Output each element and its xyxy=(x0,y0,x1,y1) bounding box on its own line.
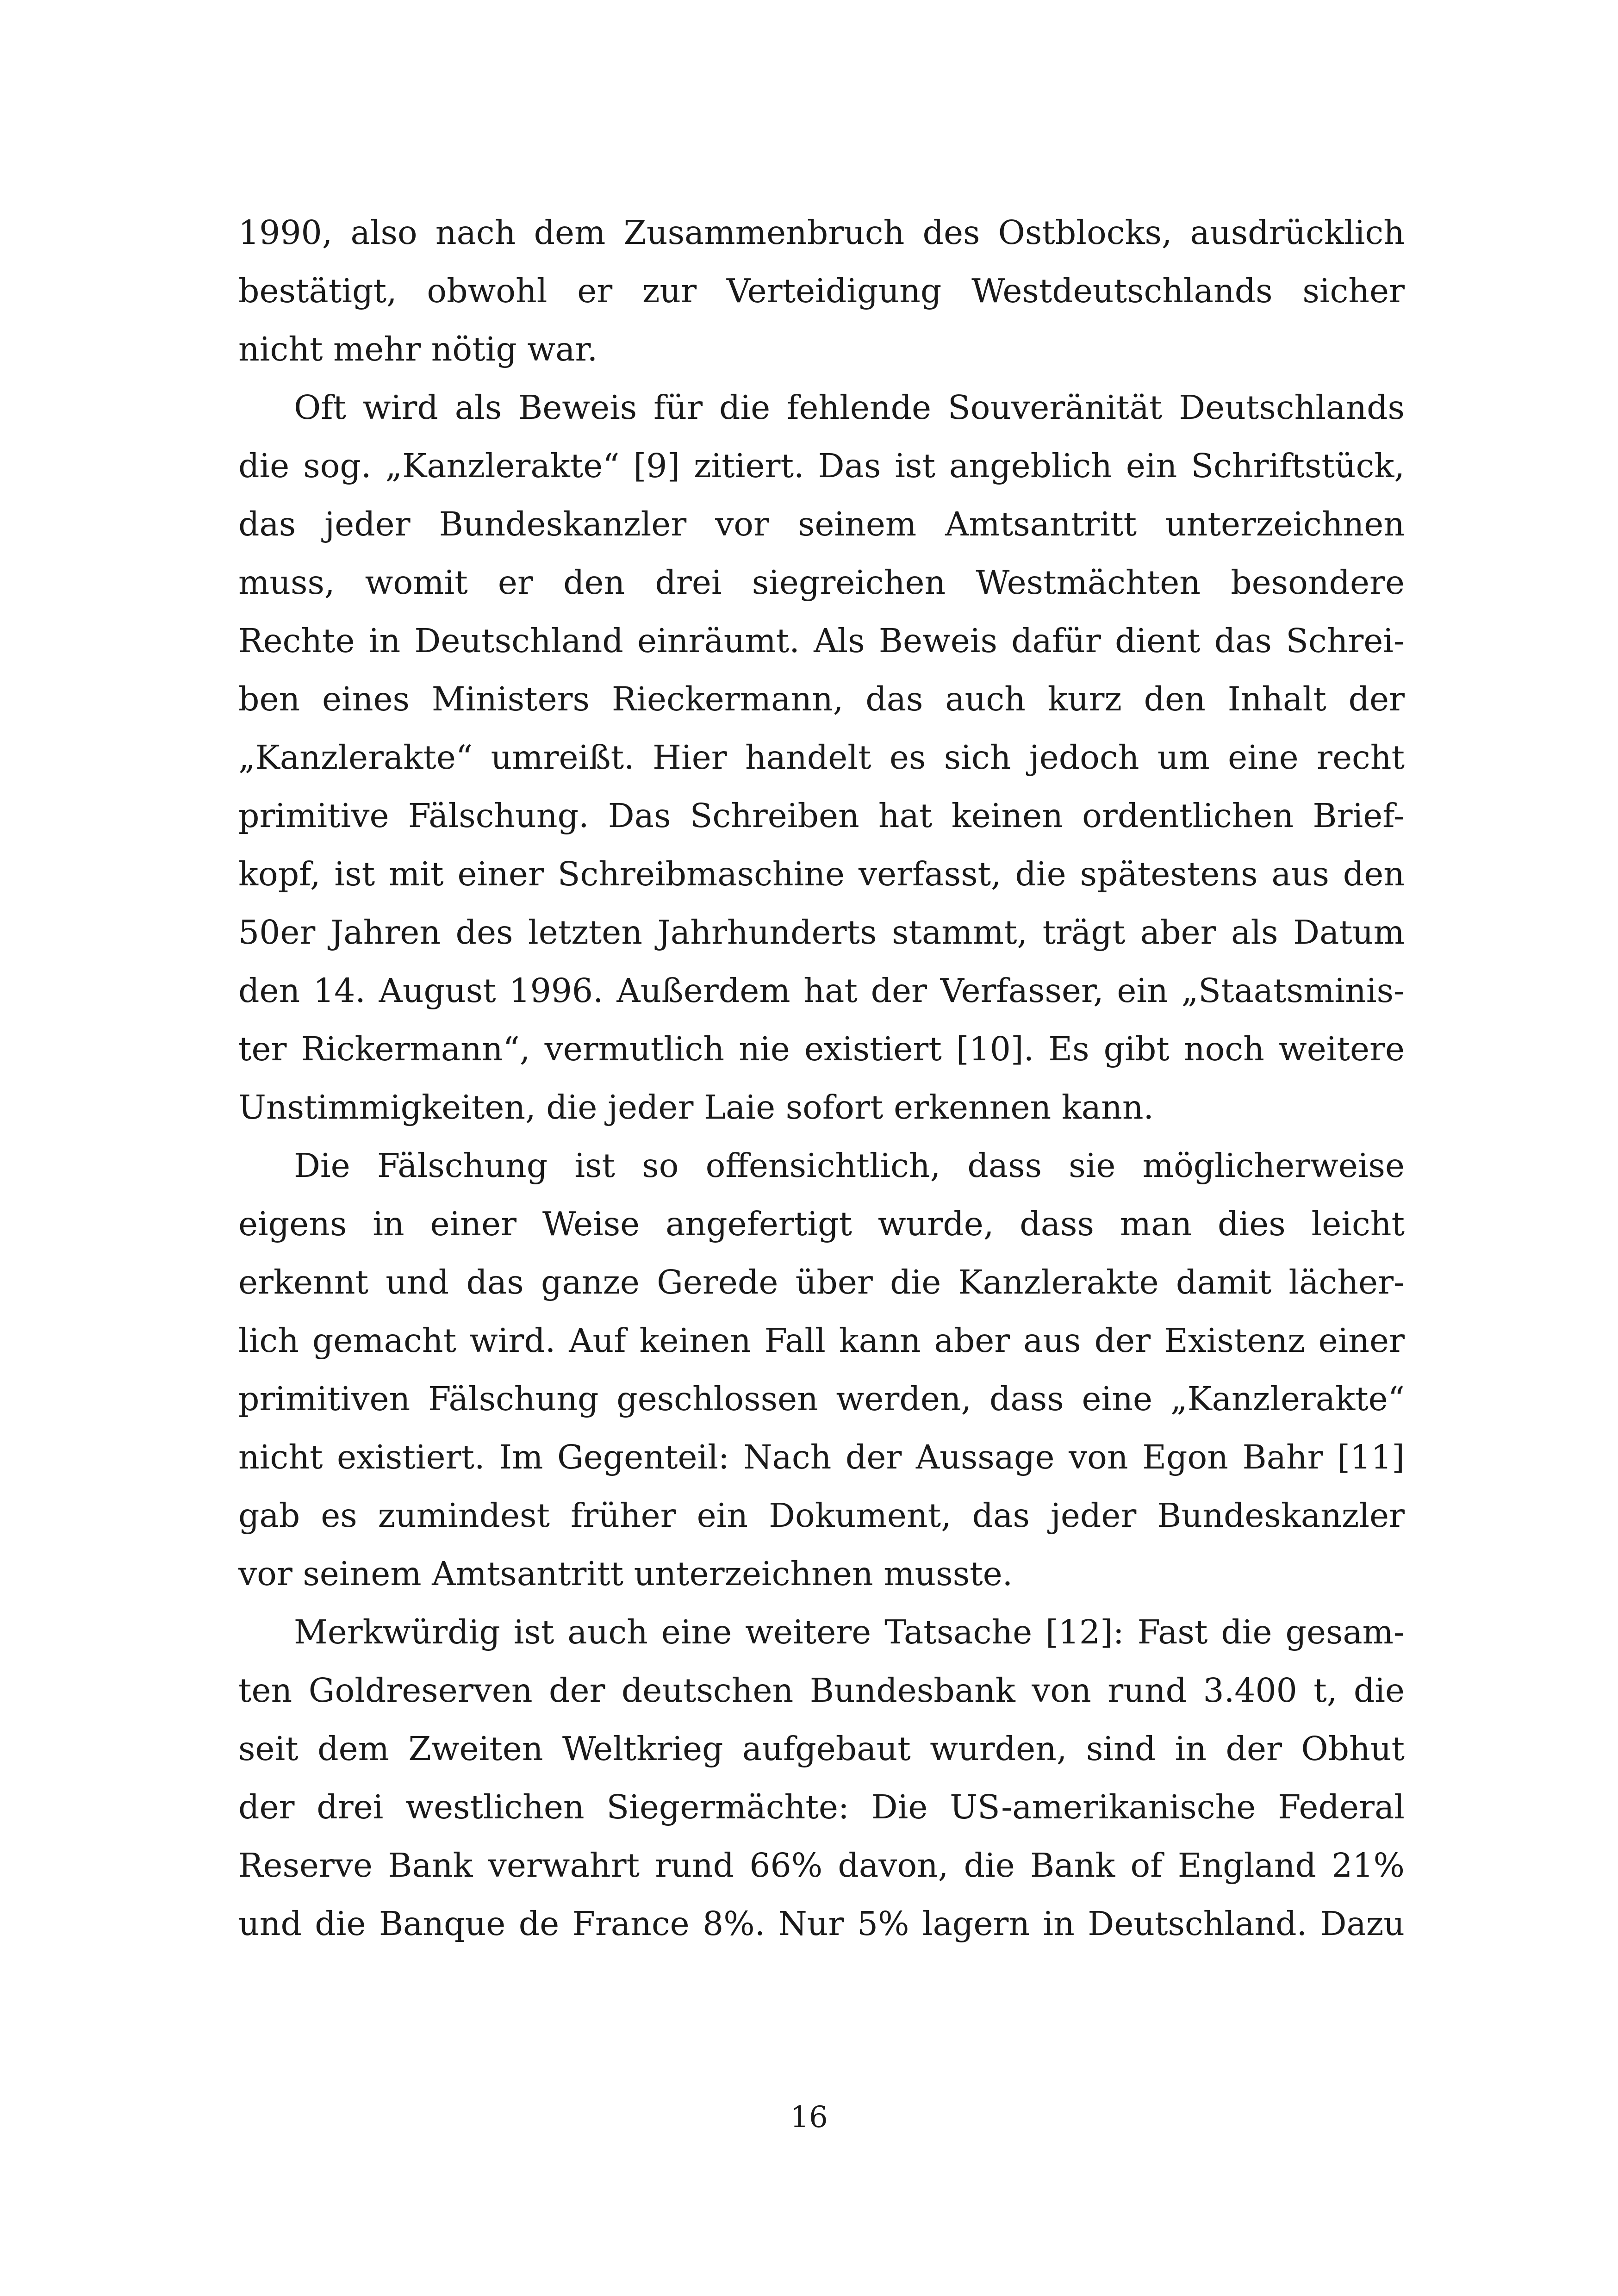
page-number: 16 xyxy=(790,2100,828,2134)
text-line: Die Fälschung ist so offensichtlich, dass sie möglicherweise xyxy=(294,1146,1405,1185)
text-line: Reserve Bank verwahrt rund 66% davon, die Bank of England 21% xyxy=(238,1846,1405,1885)
text-line: gab es zumindest früher ein Dokument, das jeder Bundeskanzler xyxy=(238,1496,1405,1535)
text-line: die sog. „Kanzlerakte“ [9] zitiert. Das ist angeblich ein Schriftstück, xyxy=(238,447,1405,485)
paragraph-4 xyxy=(238,1603,1405,1953)
text-line: primitiven Fälschung geschlossen werden, dass eine „Kanzlerakte“ xyxy=(238,1380,1405,1418)
text-line: kopf, ist mit einer Schreibmaschine verfasst, die spätestens aus den xyxy=(238,855,1405,893)
body-text xyxy=(238,204,1405,1953)
text-line: nicht mehr nötig war. xyxy=(238,330,598,368)
text-line: erkennt und das ganze Gerede über die Kanzlerakte damit lächer- xyxy=(238,1263,1405,1301)
text-line: Rechte in Deutschland einräumt. Als Beweis dafür dient das Schrei- xyxy=(238,622,1405,660)
text-line: lich gemacht wird. Auf keinen Fall kann aber aus der Existenz einer xyxy=(238,1321,1405,1360)
text-line: 50er Jahren des letzten Jahrhunderts stammt, trägt aber als Datum xyxy=(238,913,1405,952)
text-line: „Kanzlerakte“ umreißt. Hier handelt es sich jedoch um eine recht xyxy=(238,738,1405,777)
text-line: ten Goldreserven der deutschen Bundesbank von rund 3.400 t, die xyxy=(238,1671,1405,1710)
text-line: und die Banque de France 8%. Nur 5% lagern in Deutschland. Dazu xyxy=(238,1904,1405,1943)
text-line: muss, womit er den drei siegreichen Westmächten besondere xyxy=(238,563,1405,602)
text-line: seit dem Zweiten Weltkrieg aufgebaut wurden, sind in der Obhut xyxy=(238,1730,1405,1768)
text-line: den 14. August 1996. Außerdem hat der Verfasser, ein „Staatsminis- xyxy=(238,971,1405,1010)
text-line: Merkwürdig ist auch eine weitere Tatsache [12]: Fast die gesam- xyxy=(294,1613,1405,1651)
text-line: 1990, also nach dem Zusammenbruch des Ostblocks, ausdrücklich xyxy=(238,213,1405,252)
text-line: Unstimmigkeiten, die jeder Laie sofort erkennen kann. xyxy=(238,1088,1154,1126)
paragraph-3 xyxy=(238,1137,1405,1603)
text-line: ter Rickermann“, vermutlich nie existiert [10]. Es gibt noch weitere xyxy=(238,1030,1405,1068)
text-line: eigens in einer Weise angefertigt wurde, dass man dies leicht xyxy=(238,1205,1405,1243)
paragraph-2 xyxy=(238,379,1405,1137)
text-line: das jeder Bundeskanzler vor seinem Amtsantritt unterzeichnen xyxy=(238,505,1405,543)
text-line: der drei westlichen Siegermächte: Die US-amerikanische Federal xyxy=(238,1788,1405,1826)
text-line: bestätigt, obwohl er zur Verteidigung Westdeutschlands sicher xyxy=(238,272,1405,310)
paragraph-1 xyxy=(238,204,1405,379)
text-line: primitive Fälschung. Das Schreiben hat keinen ordentlichen Brief- xyxy=(238,796,1405,835)
text-line: vor seinem Amtsantritt unterzeichnen musste. xyxy=(238,1555,1013,1593)
text-line: ben eines Ministers Rieckermann, das auch kurz den Inhalt der xyxy=(238,680,1405,718)
text-line: nicht existiert. Im Gegenteil: Nach der Aussage von Egon Bahr [11] xyxy=(238,1438,1405,1476)
text-line: Oft wird als Beweis für die fehlende Souveränität Deutschlands xyxy=(294,388,1405,427)
